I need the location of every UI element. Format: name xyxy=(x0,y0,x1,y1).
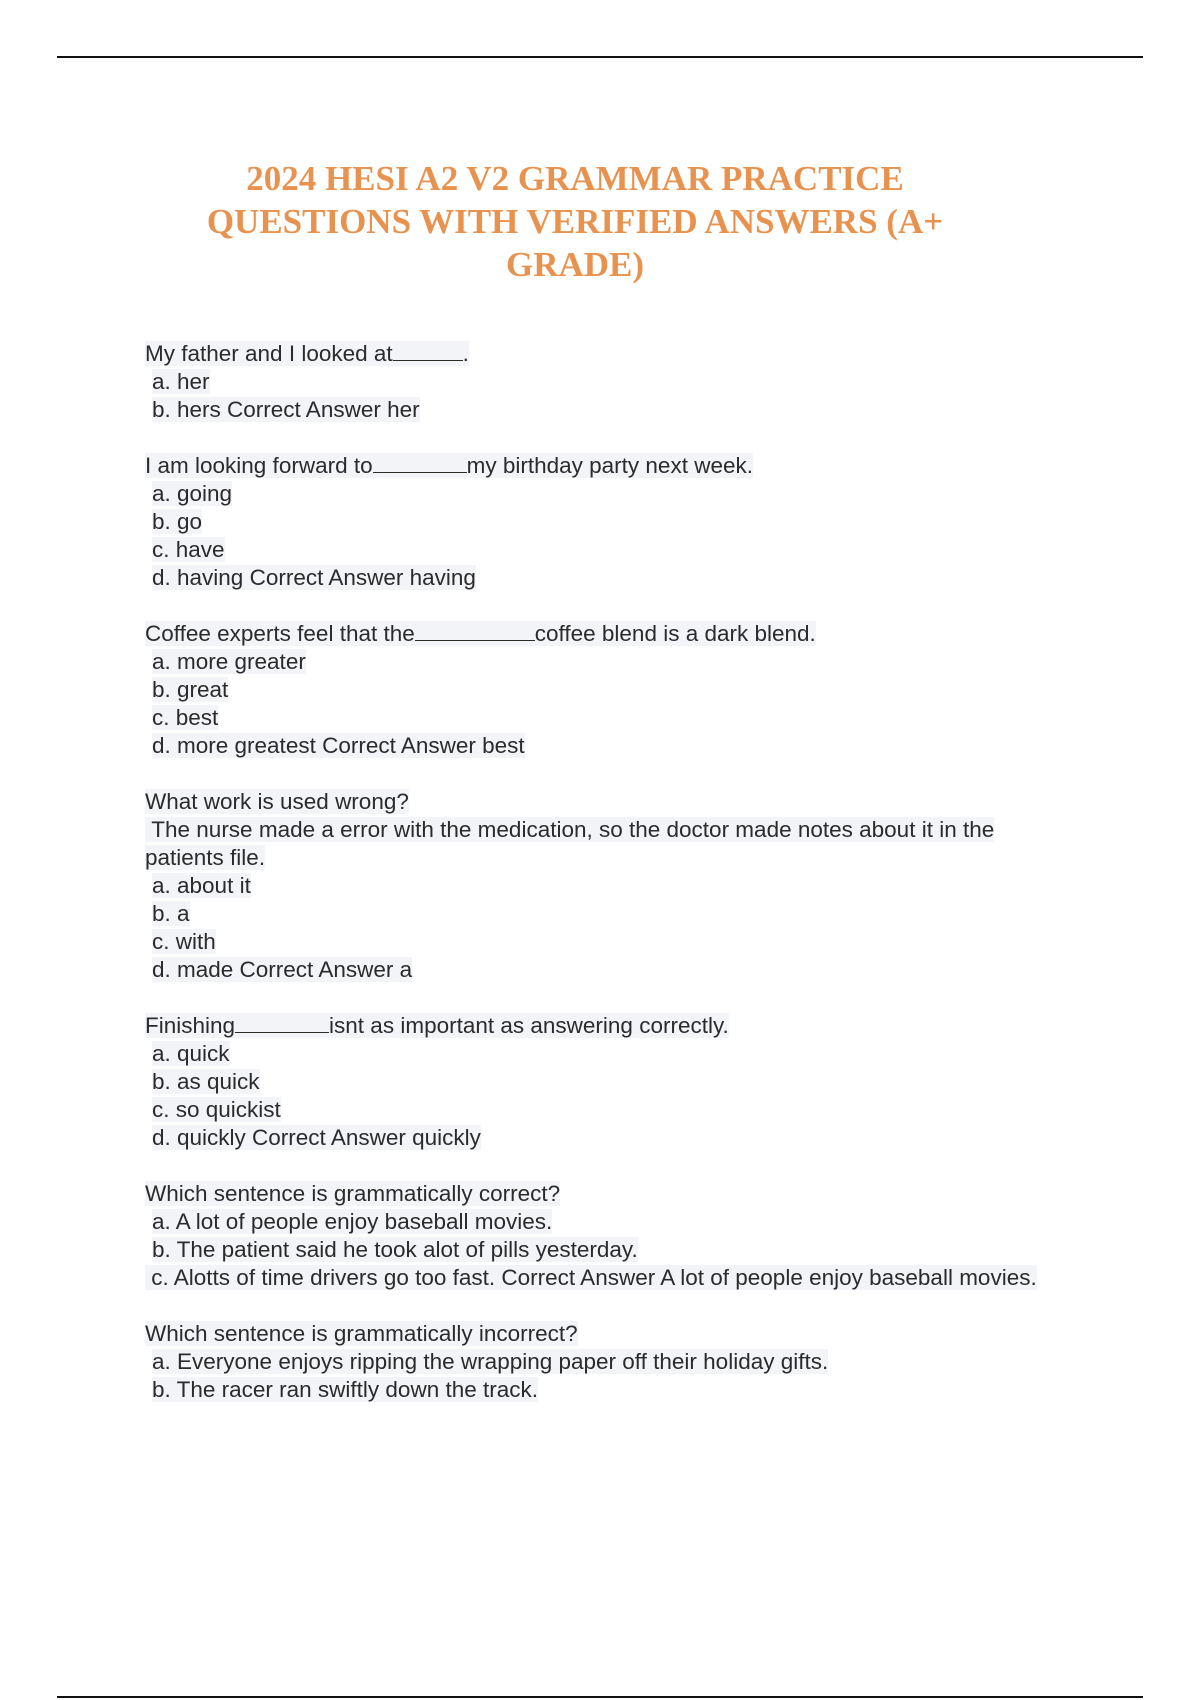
option-with-answer: d. made Correct Answer a xyxy=(152,957,413,982)
question-stem: Which sentence is grammatically incorrect? xyxy=(145,1321,578,1346)
question-stem: Coffee experts feel that the coffee blend is a dark blend. xyxy=(145,621,816,646)
option: a. about it xyxy=(152,873,251,898)
bottom-rule xyxy=(57,1696,1143,1698)
option: a. Everyone enjoys ripping the wrapping paper off their holiday gifts. xyxy=(152,1349,829,1374)
option: b. The patient said he took alot of pills yesterday. xyxy=(152,1237,638,1262)
question-stem: Which sentence is grammatically correct? xyxy=(145,1181,561,1206)
question-1 xyxy=(145,340,1065,424)
option-with-answer: d. more greatest Correct Answer best xyxy=(152,733,525,758)
top-rule xyxy=(57,56,1143,58)
option: c. with xyxy=(152,929,216,954)
option-with-answer: d. quickly Correct Answer quickly xyxy=(152,1125,481,1150)
question-5 xyxy=(145,1012,1065,1152)
answer-blank xyxy=(235,1014,329,1033)
option: c. best xyxy=(152,705,219,730)
option: b. as quick xyxy=(152,1069,260,1094)
question-sentence: The nurse made a error with the medication, so the doctor made notes about it in the patients file. xyxy=(145,817,995,870)
option: c. have xyxy=(152,537,225,562)
question-stem: Finishing isnt as important as answering correctly. xyxy=(145,1013,729,1038)
answer-blank xyxy=(415,622,535,641)
question-stem: What work is used wrong? xyxy=(145,789,409,814)
question-6 xyxy=(145,1180,1065,1292)
question-3 xyxy=(145,620,1065,760)
option-with-answer: b. hers Correct Answer her xyxy=(152,397,420,422)
option: b. a xyxy=(152,901,190,926)
question-stem: I am looking forward to my birthday party next week. xyxy=(145,453,753,478)
option: a. quick xyxy=(152,1041,230,1066)
option: a. her xyxy=(152,369,210,394)
option: a. going xyxy=(152,481,233,506)
question-4 xyxy=(145,788,1065,984)
document-title: 2024 HESI A2 V2 GRAMMAR PRACTICE QUESTIONS WITH VERIFIED ANSWERS (A+ GRADE) xyxy=(206,159,944,284)
option: b. The racer ran swiftly down the track. xyxy=(152,1377,538,1402)
question-stem: My father and I looked at . xyxy=(145,341,469,366)
option: b. great xyxy=(152,677,229,702)
option: a. more greater xyxy=(152,649,306,674)
option-with-answer: d. having Correct Answer having xyxy=(152,565,476,590)
option: a. A lot of people enjoy baseball movies. xyxy=(152,1209,553,1234)
option: c. so quickist xyxy=(152,1097,281,1122)
option: b. go xyxy=(152,509,203,534)
option-with-answer: c. Alotts of time drivers go too fast. Correct Answer A lot of people enjoy baseball movies. xyxy=(145,1264,1065,1292)
questions-list xyxy=(145,340,1065,1432)
question-2 xyxy=(145,452,1065,592)
answer-blank xyxy=(373,454,467,473)
answer-blank xyxy=(393,342,463,361)
question-7 xyxy=(145,1320,1065,1404)
